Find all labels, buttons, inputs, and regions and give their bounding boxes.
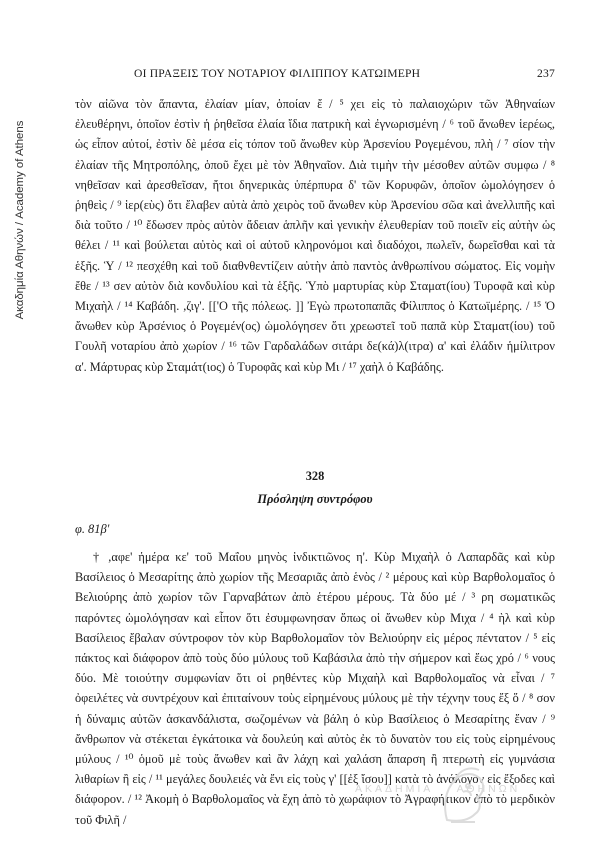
continuation-paragraph-block [75,94,555,377]
continuation-paragraph: τὸν αἰῶνα τὸν ἅπαντα, ἐλαίαν μίαν, ὁποίαν ἔ / ⁵ χει εἰς τὸ παλαιοχώριν τῶν Ἀθηναίων ἐλευθέρηνι, ὁποῖον ἐστὶν ἡ ῥηθεῖσα ἐλαία ἴδια πατρικὴ καὶ ἐγνωρισμένη / ⁶ τοῦ ἄνωθεν ἱερέως, ὡς εἶπον αὐτοί, ἐστὶν δὲ μέσα εἰς τόπον τοῦ ἄνωθεν κὺρ Ἀρσενίου Ρογεμένου, πλὴ / ⁷ σίον τὴν ἐλαίαν τῆς Μητροπόλης, ὁποῦ ἔχει μὲ τὸν Ἀθηναῖον. Διὰ τιμὴν τὴν μέσοθεν αὐτῶν συμφω / ⁸ νηθεῖσαν καὶ ἀρεσθεῖσαν, ἤτοι δηνερικὰς ὑπέρπυρα δ' τῶν Κορυφῶν, ὁποῖον ὡμολόγησεν ὁ ῥηθεὶς / ⁹ ἱερ(εὺς) ὅτι ἔλαβεν αὐτὰ ἀπὸ χειρὸς τοῦ ἄνωθεν κὺρ Ἀρσενίου σῶα καὶ ἀνελλιπῆς καὶ διὰ τοῦτο / ¹⁰ ἔδωσεν πρὸς αὐτὸν ἄδειαν ἁπλῆν καὶ γενικὴν ἐλευθερίαν τοῦ ποιεῖν εἰς αὐτὴν ὡς θέλει / ¹¹ καὶ βούλεται αὐτὸς καὶ οἱ αὐτοῦ κληρονόμοι καὶ διαδόχοι, πωλεῖν, δωρεῖσθαι καὶ τὰ ἑξῆς. Ὑ / ¹² πεσχέθη καὶ τοῦ διαθνθεντίζειν αὐτὴν ἀπὸ παντὸς ἀνθρωπίνου σώματος. Εἰς νομὴν ἔθε / ¹³ σεν αὐτὸν διὰ κονδυλίου καὶ τὰ ἑξῆς. Ὑπὸ μαρτυρίας κὺρ Σταματ(ίου) Τυροφᾶ καὶ κὺρ Μιχαὴλ / ¹⁴ Καβάδη. ,ζιγ'. [['Ο τῆς πόλεως. ]] Ἐγὼ πρωτοπαπᾶς Φίλιππος ὁ Κατωϊμέρης. / ¹⁵ Ὁ ἄνωθεν κὺρ Ἀρσένιος ὁ Ρογεμέν(ος) ὡμολόγησεν ὅτι χρεωστεῖ τοῦ παπᾶ κὺρ Σταματ(ίου) τοῦ Γουλῆ νοταρίου ἀπὸ χωρίον / ¹⁶ τῶν Γαρδαλάδων σιτάρι δε(κά)λ(ιτρα) α' καὶ ἐλάδιν ἡμίλιτρον α'. Μάρτυρας κὺρ Σταμάτ(ιος) ὁ Τυροφᾶς καὶ κὺρ Μι / ¹⁷ χαὴλ ὁ Καβάδης. [75,97,555,374]
running-title: ΟΙ ΠΡΑΞΕΙΣ ΤΟΥ ΝΟΤΑΡΙΟΥ ΦΙΛΙΠΠΟΥ ΚΑΤΩΙΜΕΡΗ [134,67,421,80]
archive-side-label [9,40,31,400]
page-number: 237 [537,67,555,80]
running-header [75,67,555,83]
folio-reference: φ. 81β' [75,522,110,536]
section-number: 328 [305,469,325,483]
watermark-left-word: ΑΚΑΔΗΜΙΑ [355,783,433,795]
academy-watermark [355,762,585,828]
section-title: Πρόσληψη συντρόφου [257,492,373,506]
deed-paragraph: † ,αφε' ἡμέρα κε' τοῦ Μαΐου μηνὸς ἰνδικτιῶνος η'. Κὺρ Μιχαὴλ ὁ Λαπαρδᾶς καὶ κὺρ Βασίλειος ὁ Μεσαρίτης ἀπὸ χωρίον τῆς Μεσαριᾶς ἀπὸ ἑνὸς / ² μέρους καὶ κὺρ Βαρθολομαῖος ὁ Βελιούρης ἀπὸ χωρίον τῶν Γαρναβάτων ἀπὸ ἑτέρου μέρους. Τὰ δύο μέ / ³ ρη σωματικῶς παρόντες ὡμολόγησαν καὶ εἶπον ὅτι ἐσυμφωνησαν ὅπως οἱ ἄνωθεν κὺρ Μιχα / ⁴ ὴλ καὶ κὺρ Βασίλειος ἔβαλαν σύντροφον τὸν κὺρ Βαρθολομαῖον τὸν Βελιούρην εἰς μέρος πέντατον / ⁵ εἰς πάκτος καὶ διάφορον ἀπὸ τοὺς δύο μύλους τοῦ Καβάσιλα ἀπὸ τὴν σήμερον καὶ ἕως χρό / ⁶ νους δύο. Μὲ τοιούτην συμφωνίαν ὅτι οἱ ρηθέντες κὺρ Μιχαὴλ καὶ Βαρθολομαῖος νὰ εἶναι / ⁷ ὀφειλέτες νὰ συντρέχουν καὶ ἐπιταίνουν τοὺς εἰρημένους μύλους μὲ τὴν τέχνην τους ἔξ ὅ / ⁸ σον ἡ δύναμις αὐτῶν ἀσκανδάλιστα, σωζομένων νὰ βάλη ὁ κὺρ Βασίλειος ὁ Μεσαρίτης ἕναν / ⁹ ἄνθρωπον νὰ στέκεται ἐγκάτοικα νὰ δουλεύη καὶ αὐτὸς ἐκ τὸ δυνατὸν του εἰς τοὺς εἰρημένους μύλους / ¹⁰ ὁμοῦ μὲ τοὺς ἄνωθεν καὶ ἂν λάχη καὶ χαλάση ἄπαρση ἢ πτερωτὴ εἰς γυμνάσια λιθαρίων ἢ εἰς / ¹¹ μεγάλες δουλειές νὰ ἔνι εἰς τοὺς γ' [[ἐξ ἴσου]] κατὰ τὸ ἀνάλογον εἰς ἔξοδες καὶ διάφορον. / ¹² Ἀκομὴ ὁ Βαρθολομαῖος νὰ ἔχη ἀπὸ τὸ χωράφιον τὸ Ἀγραφήτικον ἀπὸ τὸ μερδικὸν τοῦ Φιλῆ / [75,550,555,827]
athena-head-icon [433,762,493,828]
watermark-right-word: ΑΘΗΝΩΝ [456,783,521,795]
side-label-text: Ακαδημία Αθηνών / Academy of Athens [14,120,26,320]
